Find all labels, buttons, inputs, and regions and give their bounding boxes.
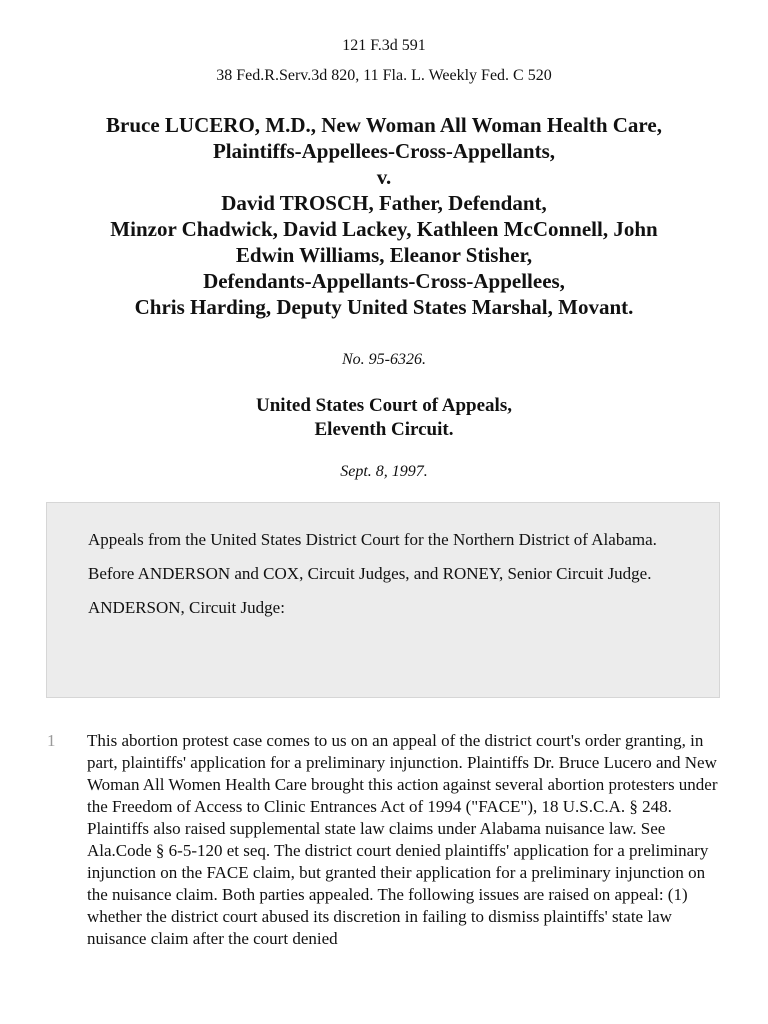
case-caption (40, 112, 728, 320)
court-name-line-1: United States Court of Appeals, (256, 395, 512, 416)
opinion-author: ANDERSON, Circuit Judge: (88, 598, 285, 617)
court-name-line-2: Eleventh Circuit. (314, 419, 454, 440)
caption-line-defendants-list-cont: Edwin Williams, Eleanor Stisher, (235, 243, 533, 267)
decision-date: Sept. 8, 1997. (340, 463, 428, 480)
paragraph-number: 1 (47, 731, 56, 750)
parallel-citations: 38 Fed.R.Serv.3d 820, 11 Fla. L. Weekly Fed. C 520 (216, 67, 552, 84)
caption-line-plaintiffs-role: Plaintiffs-Appellees-Cross-Appellants, (212, 139, 556, 163)
docket-number: No. 95-6326. (342, 351, 426, 368)
caption-line-versus: v. (376, 165, 392, 189)
court-name (0, 394, 768, 442)
caption-line-defendants-role: Defendants-Appellants-Cross-Appellees, (203, 269, 565, 293)
caption-line-plaintiffs: Bruce LUCERO, M.D., New Woman All Woman Health Care, (106, 113, 662, 137)
caption-line-defendant: David TROSCH, Father, Defendant, (221, 191, 547, 215)
caption-line-movant: Chris Harding, Deputy United States Marshal, Movant. (134, 295, 634, 319)
judges-panel: Before ANDERSON and COX, Circuit Judges, and RONEY, Senior Circuit Judge. (88, 564, 652, 583)
case-summary-box (46, 502, 720, 698)
opinion-paragraph: This abortion protest case comes to us on an appeal of the district court's order granting, in part, plaintiffs' application for a preliminary injunction. Plaintiffs Dr. Bruce Lucero and New Woman All Women Health Care brought this action against several abortion protesters under the Freedom of Access to Clinic Entrances Act of 1994 ("FACE"), 18 U.S.C.A. § 248. Plaintiffs also raised supplemental state law claims under Alabama nuisance law. See Ala.Code § 6-5-120 et seq. The district court denied plaintiffs' application for a preliminary injunction on the FACE claim, but granted their application for a preliminary injunction on the nuisance claim. Both parties appealed. The following issues are raised on appeal: (1) whether the district court abused its discretion in failing to dismiss plaintiffs' state law nuisance claim after the court denied (87, 731, 718, 948)
caption-line-defendants-list: Minzor Chadwick, David Lackey, Kathleen McConnell, John (110, 217, 658, 241)
reporter-citation: 121 F.3d 591 (342, 37, 426, 54)
appeal-origin: Appeals from the United States District Court for the Northern District of Alabama. (88, 530, 657, 549)
